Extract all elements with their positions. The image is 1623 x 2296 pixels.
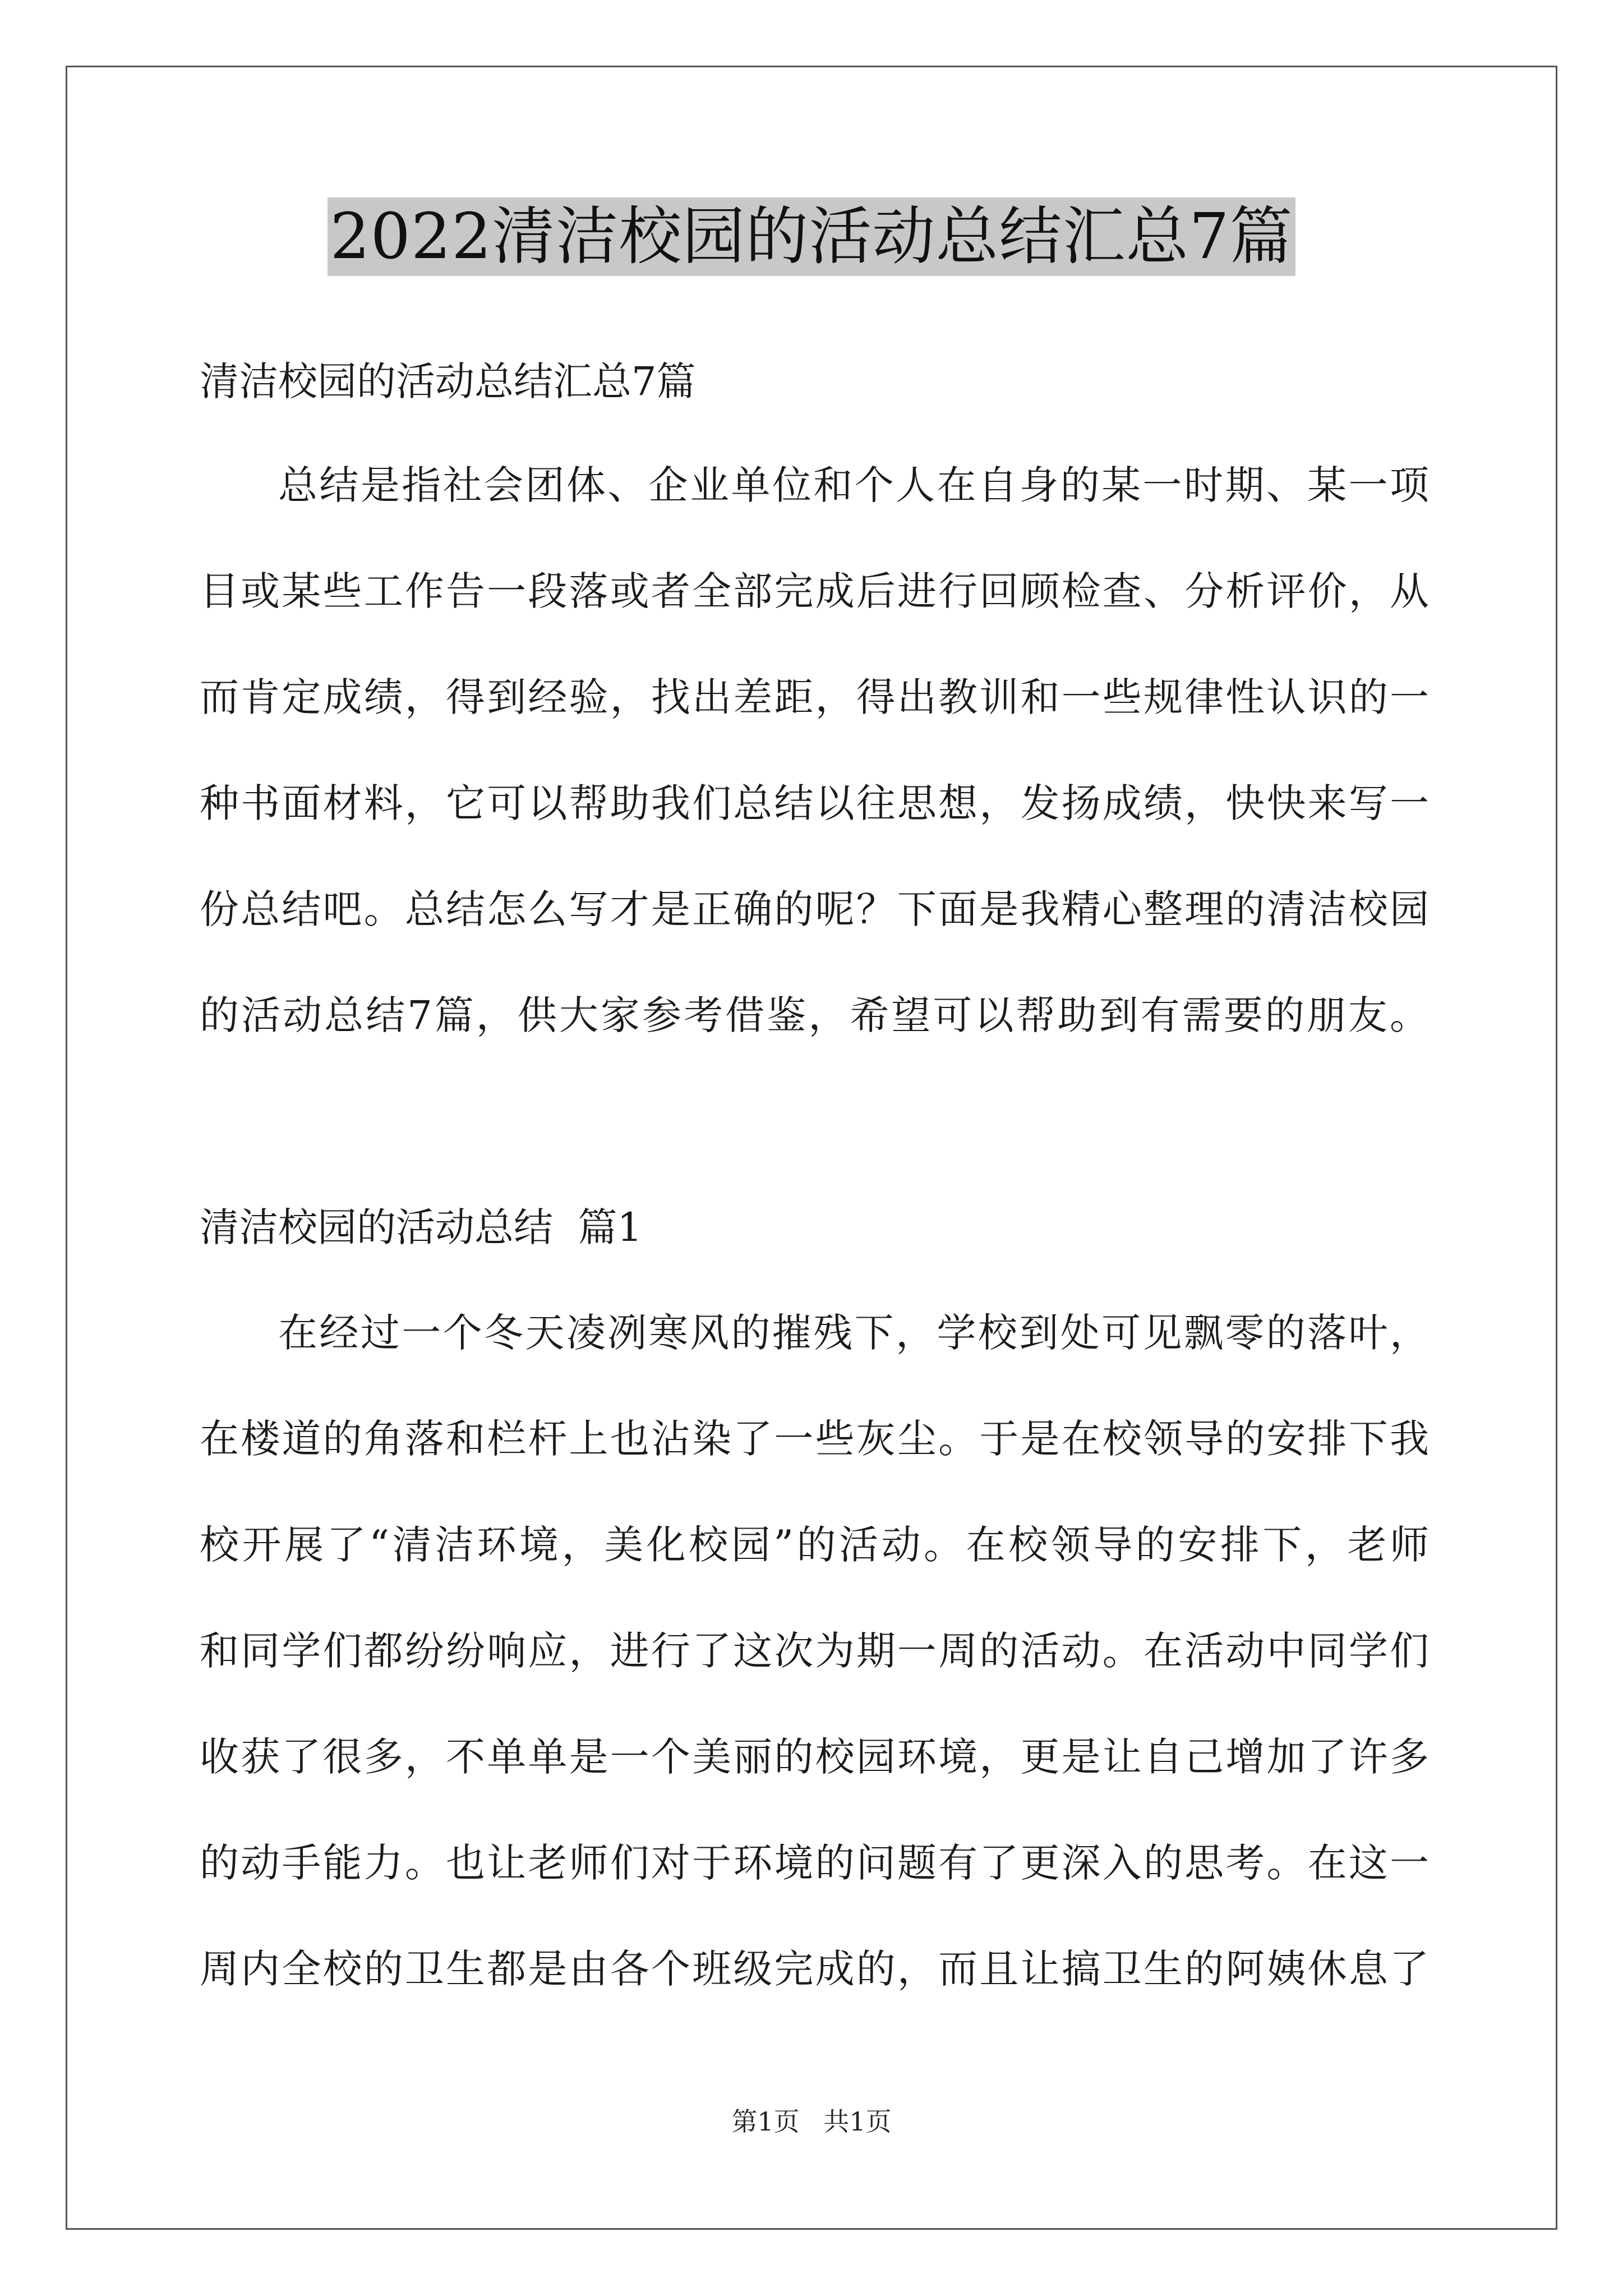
intro-line: 份总结吧。总结怎么写才是正确的呢？下面是我精心整理的清洁校园 xyxy=(200,886,1429,932)
intro-line: 目或某些工作告一段落或者全部完成后进行回顾检查、分析评价，从 xyxy=(200,568,1429,614)
section-line: 周内全校的卫生都是由各个班级完成的，而且让搞卫生的阿姨休息了 xyxy=(200,1946,1429,1992)
section-line: 和同学们都纷纷响应，进行了这次为期一周的活动。在活动中同学们 xyxy=(200,1628,1429,1674)
document-subtitle: 清洁校园的活动总结汇总7篇 xyxy=(200,358,696,404)
intro-line: 种书面材料，它可以帮助我们总结以往思想，发扬成绩，快快来写一 xyxy=(200,780,1429,826)
intro-line: 的活动总结7篇，供大家参考借鉴，希望可以帮助到有需要的朋友。 xyxy=(200,992,1429,1038)
page-total: 共1页 xyxy=(823,2106,892,2137)
section-heading: 清洁校园的活动总结 篇1 xyxy=(200,1204,643,1250)
section-line: 在经过一个冬天凌冽寒风的摧残下，学校到处可见飘零的落叶， xyxy=(278,1310,1429,1356)
intro-line: 总结是指社会团体、企业单位和个人在自身的某一时期、某一项 xyxy=(278,462,1429,508)
section-line: 在楼道的角落和栏杆上也沾染了一些灰尘。于是在校领导的安排下我 xyxy=(200,1416,1429,1462)
document-title: 2022清洁校园的活动总结汇总7篇 xyxy=(328,197,1295,276)
intro-line: 而肯定成绩，得到经验，找出差距，得出教训和一些规律性认识的一 xyxy=(200,674,1429,720)
title-container xyxy=(0,197,1623,276)
section-line: 收获了很多，不单单是一个美丽的校园环境，更是让自己增加了许多 xyxy=(200,1734,1429,1780)
page-footer xyxy=(0,2105,1623,2138)
page-number: 第1页 xyxy=(731,2106,800,2137)
section-line: 校开展了“清洁环境，美化校园”的活动。在校领导的安排下，老师 xyxy=(200,1522,1429,1568)
section-line: 的动手能力。也让老师们对于环境的问题有了更深入的思考。在这一 xyxy=(200,1840,1429,1886)
